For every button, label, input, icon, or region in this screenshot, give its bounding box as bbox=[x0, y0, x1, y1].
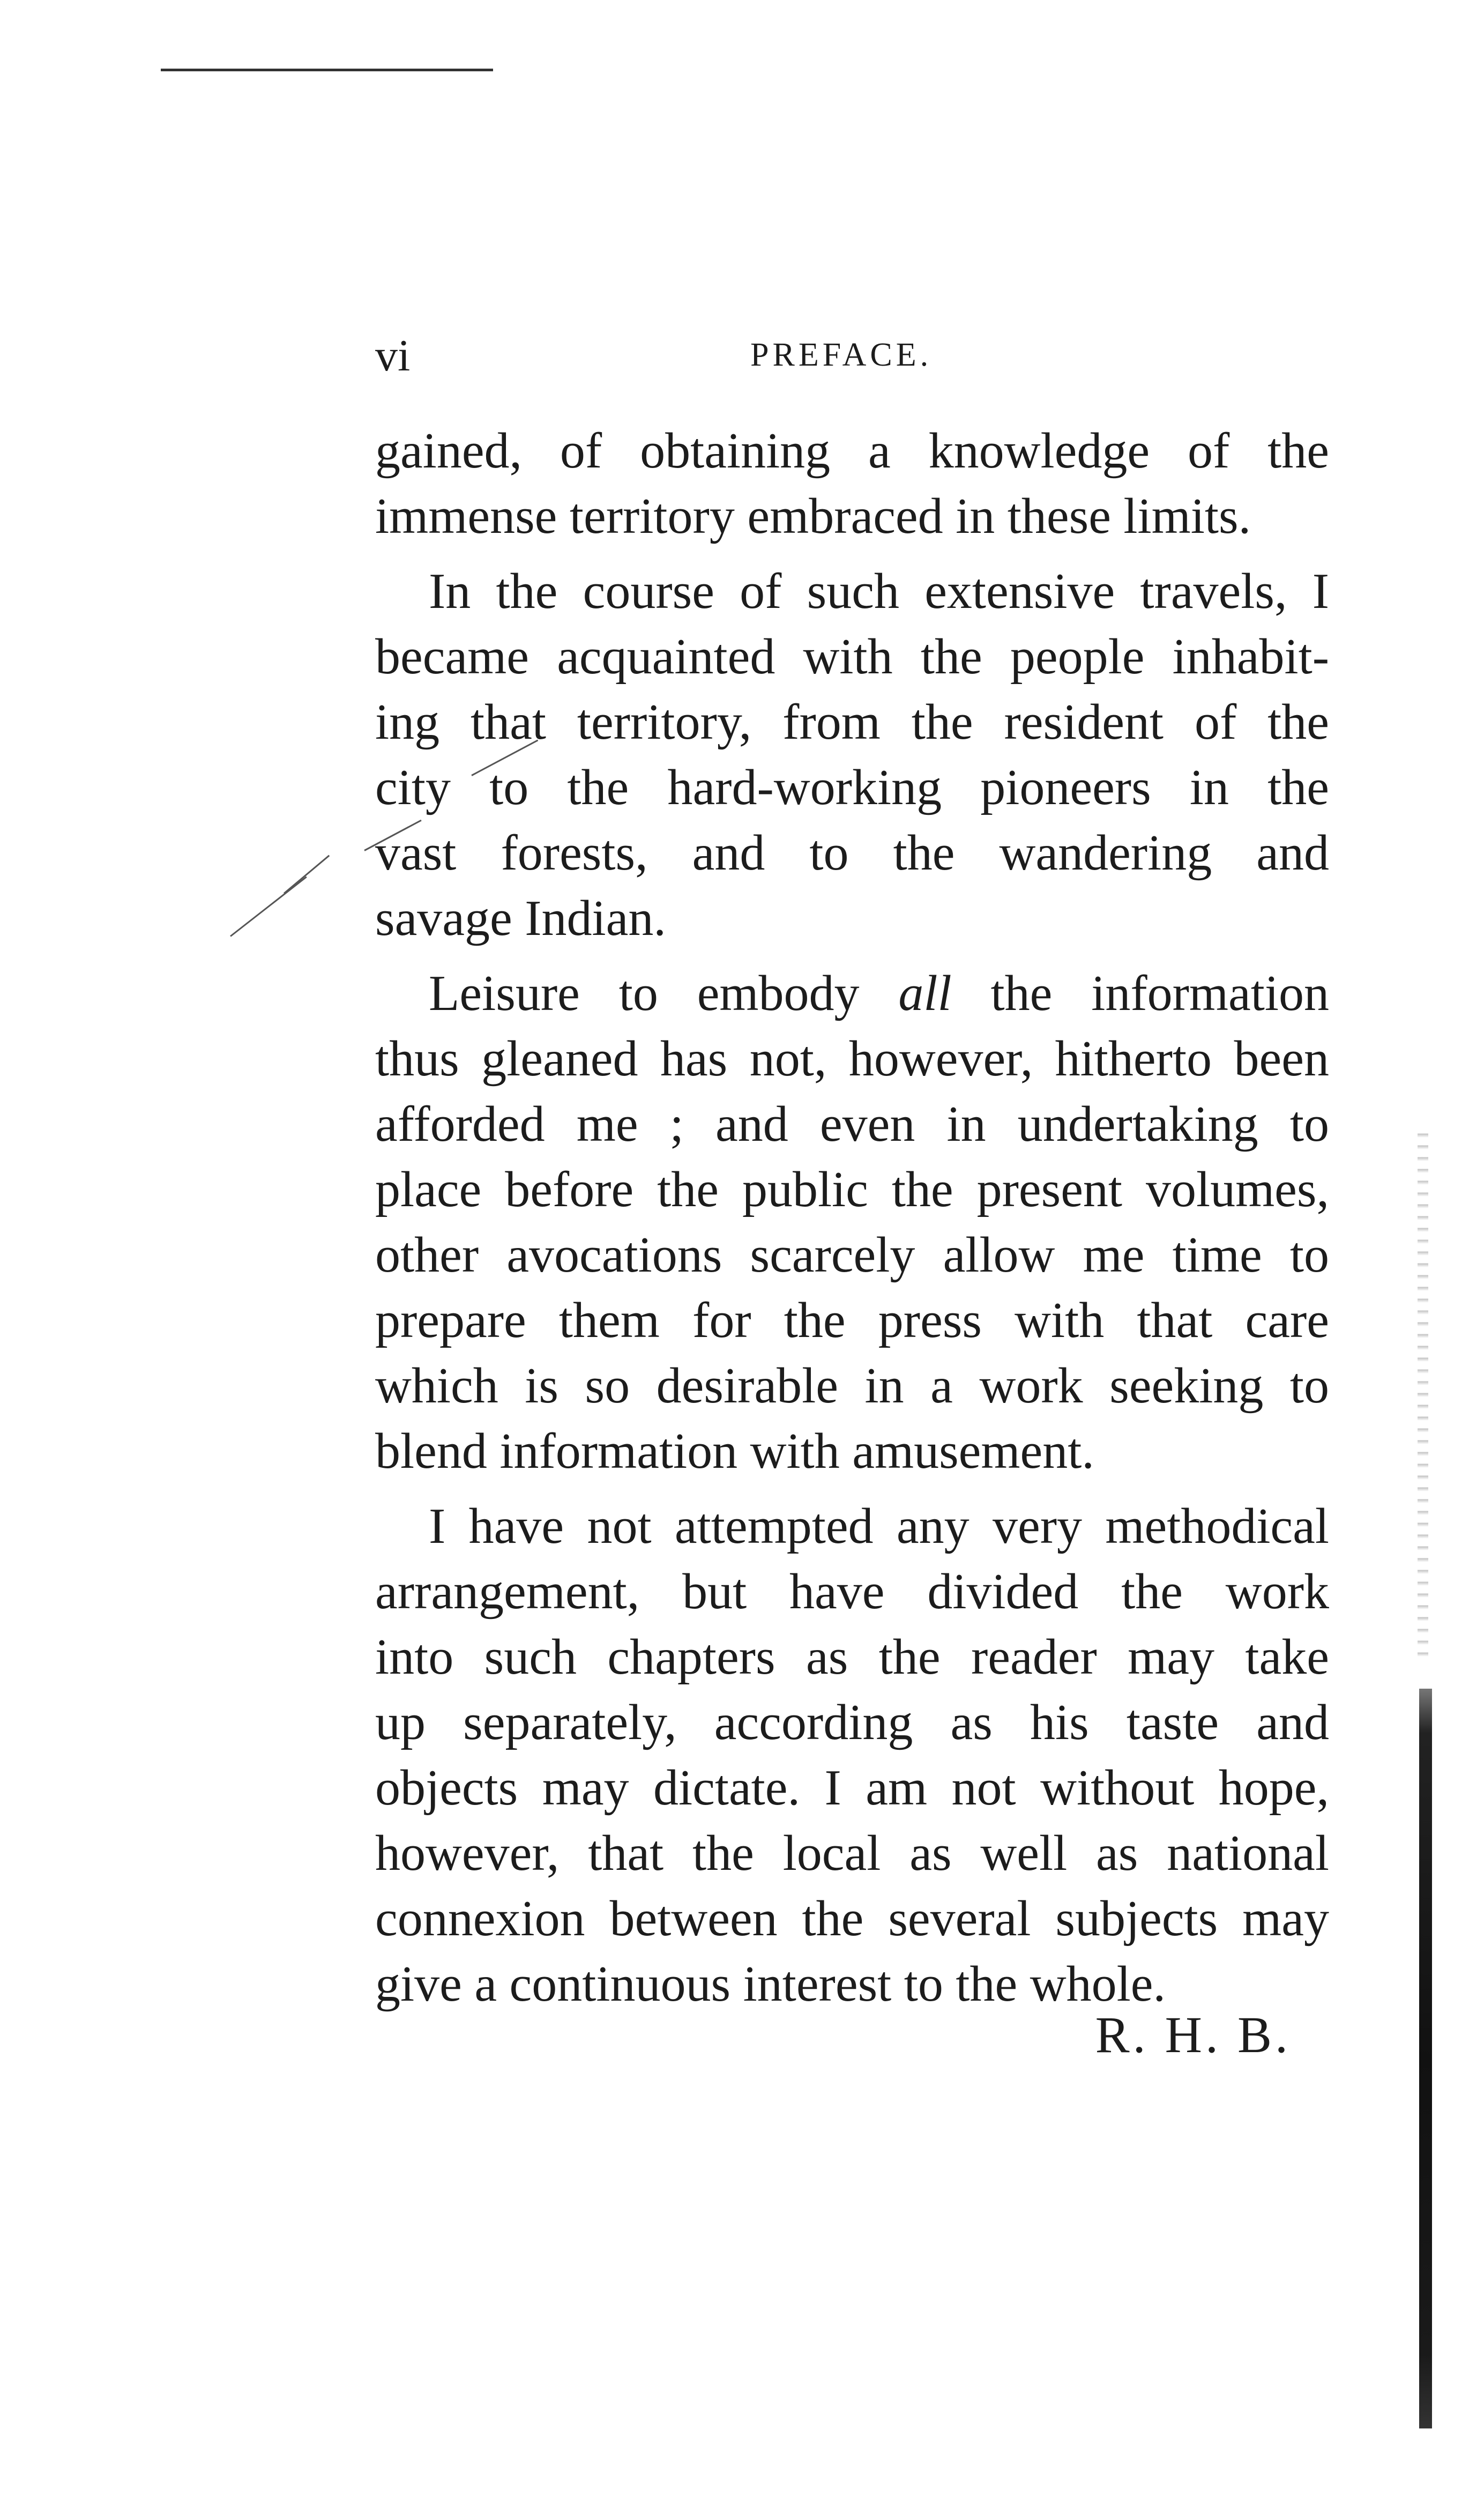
pencil-mark bbox=[284, 855, 330, 894]
scan-edge-speckle bbox=[1418, 1126, 1428, 1662]
text-line: objects may dictate. I am not without hope, bbox=[375, 1760, 1329, 1816]
paragraph-1 bbox=[375, 418, 1329, 549]
paragraph-3 bbox=[375, 961, 1329, 1484]
text-line: immense territory embraced in these limits. bbox=[375, 488, 1251, 544]
signature-initials: R. H. B. bbox=[1095, 2006, 1291, 2063]
text-line: vast forests, and to the wandering and bbox=[375, 825, 1329, 881]
text-line: which is so desirable in a work seeking to bbox=[375, 1358, 1329, 1414]
text-line: city to the hard-working pioneers in the bbox=[375, 760, 1329, 815]
text-line: ing that territory, from the resident of the bbox=[375, 694, 1329, 750]
preface-body bbox=[375, 418, 1329, 2017]
text-line: In the course of such extensive travels, I bbox=[429, 563, 1329, 619]
text-line: afforded me ; and even in undertaking to bbox=[375, 1096, 1329, 1152]
text-line: arrangement, but have divided the work bbox=[375, 1564, 1329, 1620]
text-line: up separately, according as his taste and bbox=[375, 1695, 1329, 1750]
text-line: place before the public the present volumes, bbox=[375, 1162, 1329, 1217]
top-rule bbox=[161, 69, 493, 71]
scan-edge-strip bbox=[1419, 1689, 1432, 2428]
text-line: I have not attempted any very methodical bbox=[429, 1498, 1329, 1554]
text-line: gained, of obtaining a knowledge of the bbox=[375, 423, 1329, 479]
pencil-mark bbox=[230, 876, 307, 937]
text-line: however, that the local as well as national bbox=[375, 1825, 1329, 1881]
paragraph-2 bbox=[375, 559, 1329, 951]
text-segment: the information bbox=[990, 965, 1329, 1021]
text-line: into such chapters as the reader may take bbox=[375, 1629, 1329, 1685]
running-title: PREFACE. bbox=[750, 337, 933, 373]
text-line: became acquainted with the people inhabit- bbox=[375, 629, 1329, 685]
text-line: savage Indian. bbox=[375, 890, 666, 946]
page-number: vi bbox=[375, 331, 411, 381]
text-segment: Leisure to embody bbox=[429, 965, 860, 1021]
emphasis-text: all bbox=[898, 965, 952, 1021]
text-line: thus gleaned has not, however, hitherto been bbox=[375, 1031, 1329, 1087]
text-line: prepare them for the press with that care bbox=[375, 1292, 1329, 1348]
text-line: other avocations scarcely allow me time to bbox=[375, 1227, 1329, 1283]
text-line: blend information with amusement. bbox=[375, 1423, 1094, 1479]
text-line bbox=[375, 961, 1329, 1026]
running-head bbox=[375, 330, 1340, 394]
paragraph-4 bbox=[375, 1494, 1329, 2017]
text-line: give a continuous interest to the whole. bbox=[375, 1956, 1166, 2012]
text-line: connexion between the several subjects may bbox=[375, 1891, 1329, 1947]
